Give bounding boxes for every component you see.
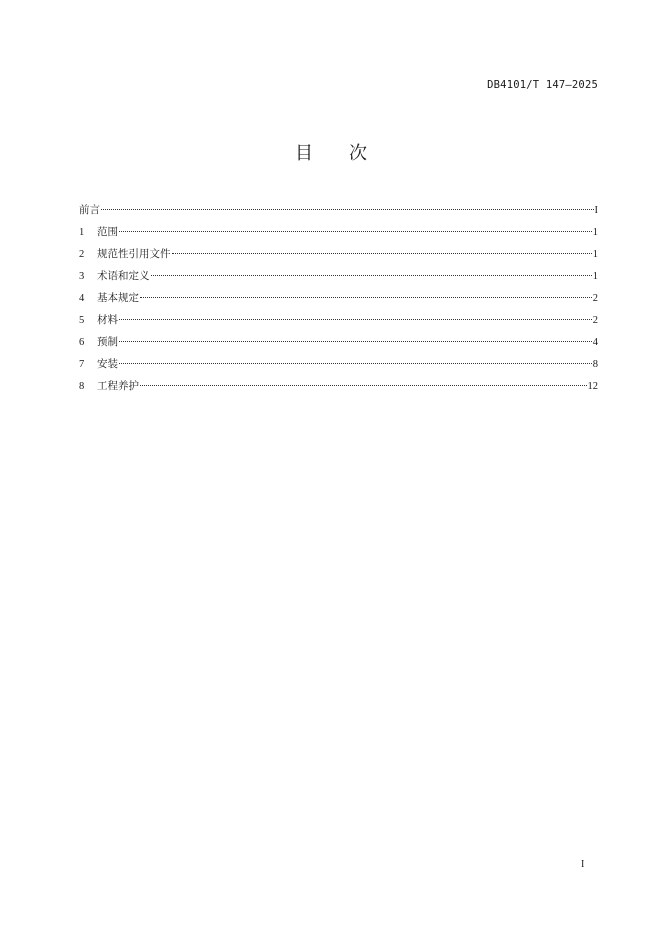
toc-entry-text: 规范性引用文件: [97, 248, 171, 260]
toc-entry-page: 2: [592, 293, 598, 304]
toc-entry-prefabrication[interactable]: [79, 331, 598, 353]
toc-leader-dots: [140, 297, 592, 298]
toc-entry-number: 5: [79, 315, 85, 326]
toc-entry-page: 1: [592, 249, 598, 260]
toc-entry-page: 12: [587, 381, 598, 392]
toc-entry-number: 7: [79, 359, 85, 370]
toc-entry-number: 4: [79, 293, 85, 304]
toc-leader-dots: [101, 209, 594, 210]
toc-leader-dots: [151, 275, 592, 276]
toc-entry-page: 2: [592, 315, 598, 326]
toc-entry-number: 3: [79, 271, 85, 282]
toc-entry-terms-definitions[interactable]: [79, 265, 598, 287]
page-title: [0, 139, 662, 165]
toc-entry-page: 8: [592, 359, 598, 370]
toc-entry-text: 安装: [97, 358, 118, 370]
toc-entry-installation[interactable]: [79, 353, 598, 375]
toc-entry-text: 预制: [97, 336, 118, 348]
toc-entry-page: 1: [592, 227, 598, 238]
toc-entry-page: 1: [592, 271, 598, 282]
toc-leader-dots: [119, 319, 592, 320]
toc-entry-materials[interactable]: [79, 309, 598, 331]
title-part-1: 目: [295, 143, 313, 164]
toc-entry-text: 基本规定: [97, 292, 139, 304]
toc-entry-number: 2: [79, 249, 85, 260]
title-part-2: 次: [349, 143, 367, 164]
toc-entry-text: 工程养护: [97, 380, 139, 392]
toc-entry-text: 材料: [97, 314, 118, 326]
toc-leader-dots: [119, 231, 592, 232]
document-code: DB4101/T 147—2025: [487, 79, 598, 91]
toc-entry-text: 前言: [79, 204, 100, 216]
toc-leader-dots: [172, 253, 592, 254]
toc-leader-dots: [119, 341, 592, 342]
toc-leader-dots: [119, 363, 592, 364]
toc-leader-dots: [140, 385, 587, 386]
toc-entry-scope[interactable]: [79, 221, 598, 243]
toc-entry-page: I: [594, 205, 598, 216]
toc-entry-text: 范围: [97, 226, 118, 238]
toc-entry-foreword[interactable]: [79, 199, 598, 221]
toc-entry-maintenance[interactable]: [79, 375, 598, 397]
toc-entry-text: 术语和定义: [97, 270, 150, 282]
toc-entry-number: 8: [79, 381, 85, 392]
page-number: I: [581, 859, 585, 870]
toc-entry-number: 1: [79, 227, 85, 238]
toc-entry-normative-references[interactable]: [79, 243, 598, 265]
toc-entry-basic-provisions[interactable]: [79, 287, 598, 309]
toc-entry-page: 4: [592, 337, 598, 348]
table-of-contents: [79, 199, 598, 397]
toc-entry-number: 6: [79, 337, 85, 348]
